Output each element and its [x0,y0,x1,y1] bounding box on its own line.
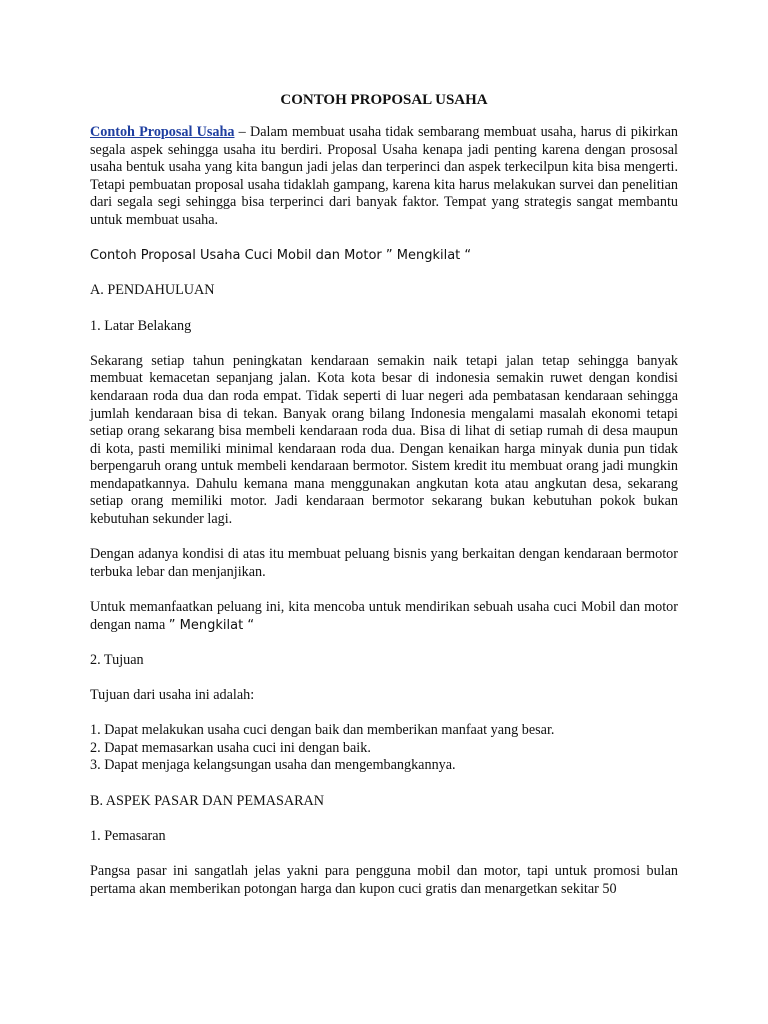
latar-belakang-paragraph: Sekarang setiap tahun peningkatan kendaraan semakin naik tetapi jalan tetap sehingga banyak membuat kemacetan sepanjang jalan. Kota kota besar di indonesia semakin ruwet dengan kondisi kendaraan roda dua dan roda empat. Tidak seperti di luar negeri ada pembatasan kendaraan sehingga jumlah kendaraan bisa di tekan. Banyak orang bilang Indonesia mengalami masalah ekonomi tetapi setiap orang sekarang bisa membeli kendaraan roda dua. Bisa di lihat di setiap rumah di desa maupun di kota, pasti memiliki minimal kendaraan roda dua. Dengan kenaikan harga minyak dunia pun tidak berpengaruh orang untuk membeli kendaraan bermotor. Sistem kredit itu membuat orang jadi mungkin mendapatkannya. Dahulu kemana mana menggunakan angkutan kota atau angkutan desa, sekarang setiap orang memiliki motor. Jadi kendaraan bermotor sekarang bukan kebutuhan pokok bukan kebutuhan sekunder lagi. [90,352,678,528]
document-page [90,90,678,898]
intro-paragraph [90,124,678,230]
usaha-name: ” Mengkilat “ [168,617,255,633]
section-a-heading: A. PENDAHULUAN [90,282,215,299]
latar-belakang-heading: 1. Latar Belakang [90,317,192,334]
intro-text: – Dalam membuat usaha tidak sembarang membuat usaha, harus di pikirkan segala aspek sehingga usaha itu berdiri. Proposal Usaha kenapa jadi penting karena dengan prososal usaha bentuk usaha yang kita bangun jadi jelas dan terperinci dan aspek terkecilpun kita bisa mengerti. Tetapi pembuatan proposal usaha tidaklah gampang, karena kita harus melakukan survei dan penelitian dari segala segi sehingga bisa terperinci dari banyak faktor. Tempat yang strategis sangat membantu untuk membuat usaha. [90,124,679,228]
tujuan-intro: Tujuan dari usaha ini adalah: [90,687,255,703]
pemasaran-paragraph: Pangsa pasar ini sangatlah jelas yakni para pengguna mobil dan motor, tapi untuk promosi bulan pertama akan memberikan potongan harga dan kupon cuci gratis dan menargetkan sekitar 50 [90,862,678,897]
section-b-heading: B. ASPEK PASAR DAN PEMASARAN [90,792,325,809]
pemasaran-heading: 1. Pemasaran [90,827,166,844]
list-item: 3. Dapat menjaga kelangsungan usaha dan mengembangkannya. [90,757,456,774]
usaha-name-paragraph [90,599,678,634]
list-item: 1. Dapat melakukan usaha cuci dengan baik dan memberikan manfaat yang besar. [90,722,555,739]
document-title: CONTOH PROPOSAL USAHA [280,92,488,108]
proposal-subtitle: Contoh Proposal Usaha Cuci Mobil dan Motor ” Mengkilat “ [90,248,472,264]
intro-link[interactable]: Contoh Proposal Usaha [90,124,235,140]
tujuan-list [90,722,678,775]
list-item: 2. Dapat memasarkan usaha cuci ini dengan baik. [90,739,371,756]
tujuan-heading: 2. Tujuan [90,651,144,668]
peluang-paragraph: Dengan adanya kondisi di atas itu membuat peluang bisnis yang berkaitan dengan kendaraan bermotor terbuka lebar dan menjanjikan. [90,546,678,580]
usaha-name-text: Untuk memanfaatkan peluang ini, kita mencoba untuk mendirikan sebuah usaha cuci Mobil dan motor dengan nama [90,599,678,633]
